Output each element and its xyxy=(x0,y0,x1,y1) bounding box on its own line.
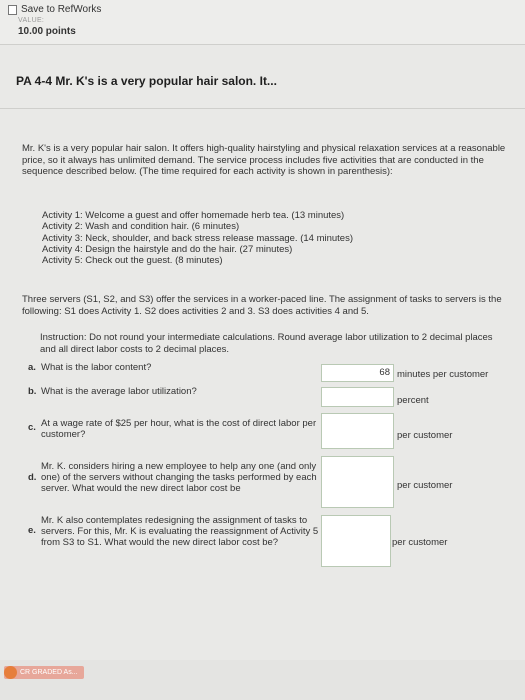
chrome-icon xyxy=(4,666,17,679)
question-letter: d. xyxy=(28,472,37,483)
problem-title: PA 4-4 Mr. K's is a very popular hair salon. It... xyxy=(16,74,277,88)
answer-input-c[interactable] xyxy=(321,413,394,449)
header-divider xyxy=(0,44,525,45)
title-divider xyxy=(0,108,525,109)
answer-input-b[interactable] xyxy=(321,387,394,407)
question-text: Mr. K also contemplates redesigning the assignment of tasks to servers. For this, Mr. K is evaluating the reassignment of Activity 5 from S3 to S1. What would the new direct labor cost be? xyxy=(41,515,319,548)
activity-item: Activity 3: Neck, shoulder, and back stress release massage. (14 minutes) xyxy=(42,232,353,244)
answer-input-e[interactable] xyxy=(321,515,391,567)
activity-item: Activity 2: Wash and condition hair. (6 minutes) xyxy=(42,221,240,233)
question-letter: b. xyxy=(28,386,37,397)
value-label: VALUE: xyxy=(18,17,45,24)
activity-list xyxy=(42,210,422,266)
unit-label: percent xyxy=(397,395,429,406)
question-text: What is the average labor utilization? xyxy=(41,386,197,397)
question-text: Mr. K. considers hiring a new employee to help any one (and only one) of the servers without changing the tasks performed by each server. What would the new direct labor cost be xyxy=(41,461,317,494)
graded-badge[interactable] xyxy=(4,666,84,679)
document-icon xyxy=(8,5,17,15)
problem-intro: Mr. K's is a very popular hair salon. It offers high-quality hairstyling and physical relaxation services at a reasonable price, so it always has unlimited demand. The service process includes five activities that are conducted in the sequence described below. (The time required for each activity is shown in parenthesis): xyxy=(22,143,506,177)
question-letter: c. xyxy=(28,422,36,433)
server-assignment: Three servers (S1, S2, and S3) offer the services in a worker-paced line. The assignment of tasks to servers is the following: S1 does Activity 1. S2 does activities 2 and 3. S3 does activities 4 and 5. xyxy=(22,294,502,317)
activity-item: Activity 1: Welcome a guest and offer homemade herb tea. (13 minutes) xyxy=(42,210,345,221)
save-to-refworks-link[interactable] xyxy=(8,4,101,15)
answer-value: 68 xyxy=(379,367,390,378)
unit-label: minutes per customer xyxy=(397,369,489,380)
unit-label: per customer xyxy=(397,430,453,441)
answer-input-a[interactable] xyxy=(321,364,394,382)
activity-item: Activity 5: Check out the guest. (8 minutes) xyxy=(42,255,223,267)
answer-input-d[interactable] xyxy=(321,456,394,508)
graded-badge-label: CR GRADED As... xyxy=(20,669,78,676)
question-letter: a. xyxy=(28,362,36,373)
header-bar xyxy=(0,0,525,44)
activity-item: Activity 4: Design the hairstyle and do the hair. (27 minutes) xyxy=(42,243,293,255)
instruction-text: Instruction: Do not round your intermediate calculations. Round average labor utilization to 2 decimal places and all direct labor costs to 2 decimal places. xyxy=(40,332,493,355)
unit-label: per customer xyxy=(397,480,453,491)
question-text: At a wage rate of $25 per hour, what is the cost of direct labor per customer? xyxy=(41,418,317,440)
unit-label: per customer xyxy=(392,537,448,548)
save-label: Save to RefWorks xyxy=(21,4,102,15)
question-letter: e. xyxy=(28,525,36,536)
question-text: What is the labor content? xyxy=(41,362,152,373)
points-value: 10.00 points xyxy=(18,26,76,37)
